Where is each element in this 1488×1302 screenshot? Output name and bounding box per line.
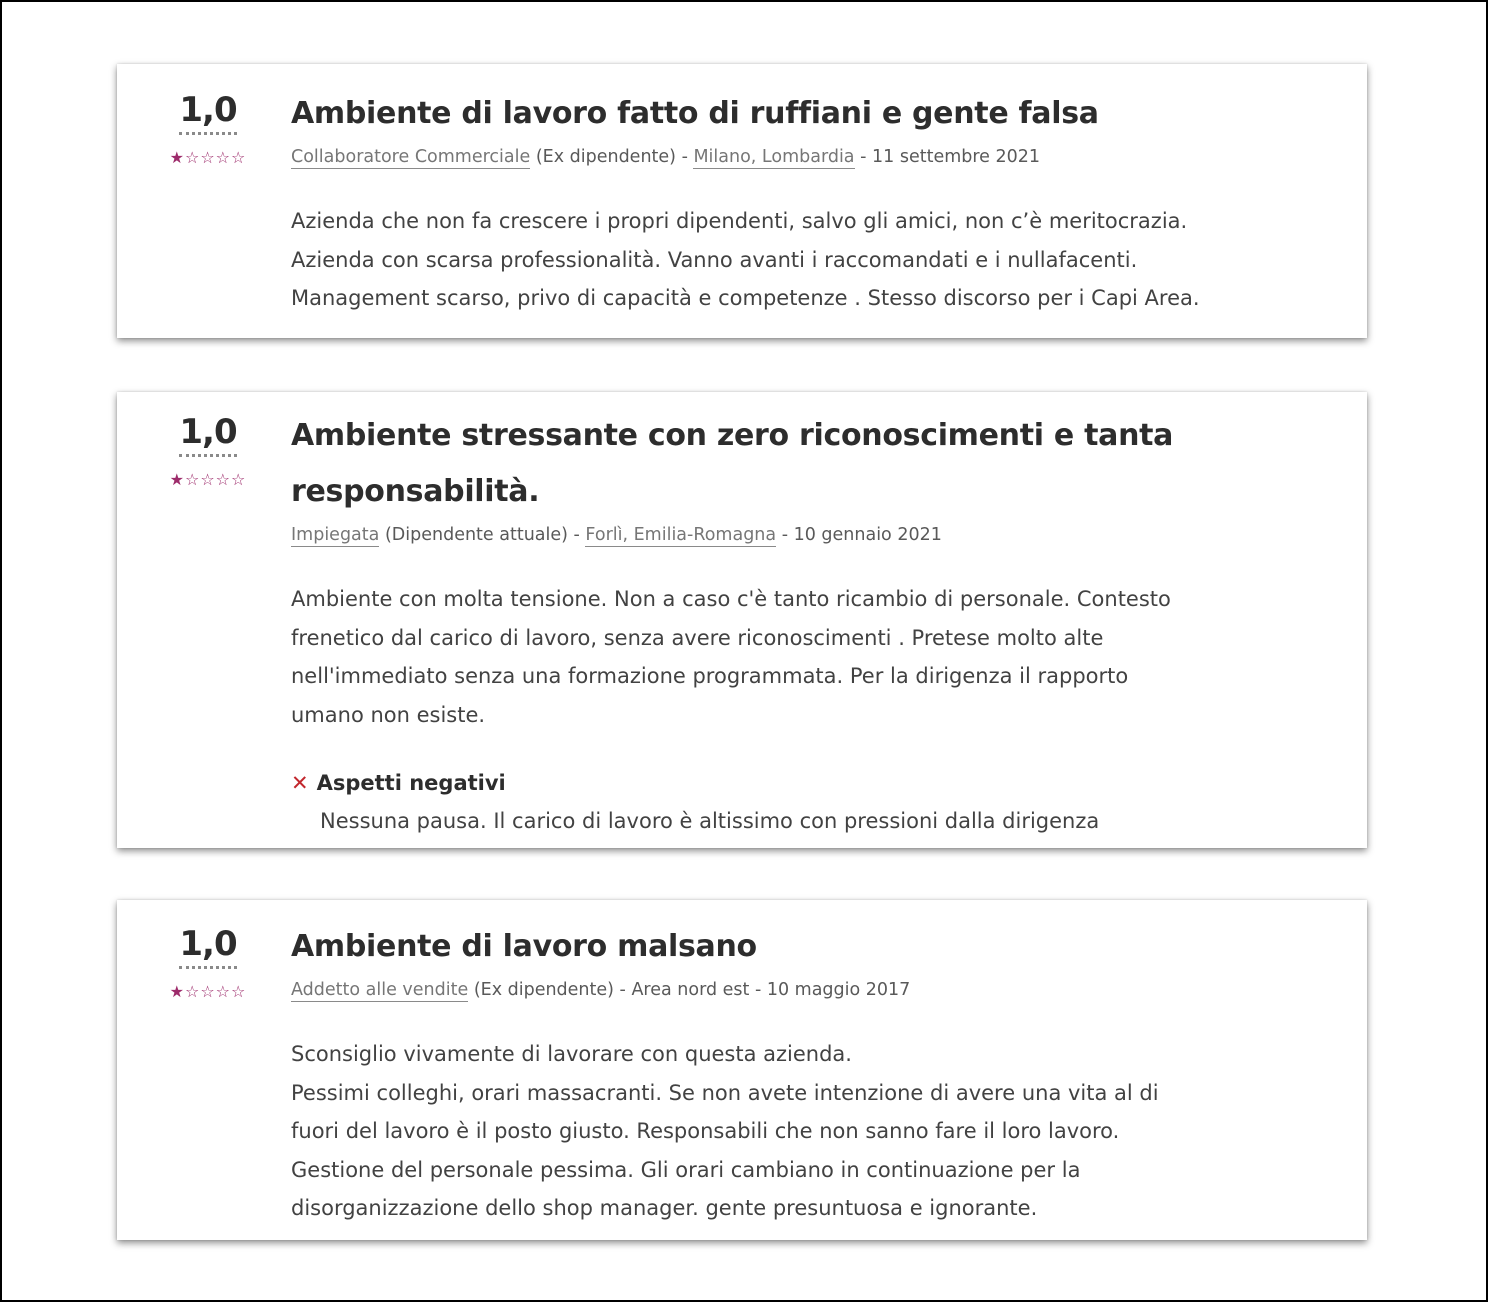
- job-title-link[interactable]: Collaboratore Commerciale: [291, 147, 531, 167]
- review-title[interactable]: Ambiente di lavoro fatto di ruffiani e gente falsa: [291, 96, 1099, 131]
- cons-section: [291, 764, 1327, 840]
- star-rating: [153, 149, 263, 167]
- separator: -: [749, 980, 767, 1000]
- star-outline-icon: ☆: [215, 470, 232, 489]
- employee-status: (Dipendente attuale): [384, 525, 568, 545]
- star-outline-icon: ☆: [215, 982, 232, 1001]
- star-outline-icon: ☆: [184, 470, 201, 489]
- separator: -: [676, 147, 694, 167]
- review-text-line: Azienda che non fa crescere i propri dipendenti, salvo gli amici, non c’è meritocrazia.: [291, 209, 1188, 233]
- separator: -: [567, 525, 586, 545]
- review-text-line: Management scarso, privo di capacità e competenze . Stesso discorso per i Capi Area.: [291, 286, 1200, 310]
- review-title[interactable]: Ambiente stressante con zero riconoscimenti e tanta responsabilità.: [291, 418, 1174, 509]
- review-text: [291, 1035, 1327, 1228]
- employee-status: (Ex dipendente): [473, 980, 614, 1000]
- review-date: 10 gennaio 2021: [793, 525, 942, 545]
- rating-value[interactable]: 1,0: [179, 90, 236, 135]
- job-title-link[interactable]: Impiegata: [291, 525, 380, 545]
- review-meta: [291, 522, 1327, 548]
- review-text-line: disorganizzazione dello shop manager. gente presuntuosa e ignorante.: [291, 1196, 1038, 1220]
- review-meta: [291, 977, 1327, 1003]
- review-text-line: Azienda con scarsa professionalità. Vanno avanti i raccomandati e i nullafacenti.: [291, 247, 1138, 272]
- star-outline-icon: ☆: [184, 982, 201, 1001]
- review-text-line: Ambiente con molta tensione. Non a caso c'è tanto ricambio di personale. Contesto: [291, 587, 1171, 611]
- star-filled-icon: ★: [169, 982, 185, 1001]
- rating-block: [153, 90, 263, 167]
- star-outline-icon: ☆: [215, 148, 232, 167]
- star-outline-icon: ☆: [200, 982, 216, 1001]
- review-date: 10 maggio 2017: [766, 980, 911, 1000]
- star-outline-icon: ☆: [200, 148, 216, 167]
- star-rating: [153, 983, 263, 1001]
- star-filled-icon: ★: [169, 470, 185, 489]
- review-content: [291, 86, 1327, 318]
- rating-block: [153, 924, 263, 1001]
- review-text-line: fuori del lavoro è il posto giusto. Responsabili che non sanno fare il loro lavoro.: [291, 1119, 1120, 1143]
- location-link[interactable]: Milano, Lombardia: [693, 147, 855, 167]
- cons-text: Nessuna pausa. Il carico di lavoro è altissimo con pressioni dalla dirigenza: [320, 809, 1100, 833]
- review-card: [117, 900, 1367, 1240]
- review-text-line: Sconsiglio vivamente di lavorare con questa azienda.: [291, 1042, 852, 1066]
- review-meta: [291, 144, 1327, 170]
- review-date: 11 settembre 2021: [872, 147, 1041, 167]
- review-text-line: umano non esiste.: [291, 702, 486, 727]
- close-icon: ✕: [291, 771, 309, 795]
- star-rating: [153, 471, 263, 489]
- employee-status: (Ex dipendente): [535, 147, 676, 167]
- review-content: [291, 919, 1327, 1228]
- review-text: [291, 580, 1327, 734]
- star-outline-icon: ☆: [231, 982, 247, 1001]
- star-outline-icon: ☆: [231, 148, 247, 167]
- review-text-line: Gestione del personale pessima. Gli orari cambiano in continuazione per la: [291, 1157, 1081, 1182]
- cons-heading: [291, 764, 1327, 802]
- review-content: [291, 408, 1327, 840]
- review-card: [117, 392, 1367, 848]
- location-link[interactable]: Forlì, Emilia-Romagna: [585, 525, 777, 545]
- star-filled-icon: ★: [169, 148, 185, 167]
- review-text: [291, 202, 1327, 318]
- job-title-link[interactable]: Addetto alle vendite: [291, 980, 469, 1000]
- separator: -: [776, 525, 794, 545]
- review-text-line: frenetico dal carico di lavoro, senza avere riconoscimenti . Pretese molto alte: [291, 625, 1104, 650]
- star-outline-icon: ☆: [184, 148, 201, 167]
- rating-value[interactable]: 1,0: [179, 924, 236, 969]
- review-card: [117, 64, 1367, 338]
- review-text-line: nell'immediato senza una formazione programmata. Per la dirigenza il rapporto: [291, 664, 1129, 688]
- separator: -: [854, 147, 872, 167]
- rating-value[interactable]: 1,0: [179, 412, 236, 457]
- star-outline-icon: ☆: [231, 470, 247, 489]
- cons-label: Aspetti negativi: [316, 771, 506, 795]
- location-text: Area nord est: [631, 980, 750, 1000]
- star-outline-icon: ☆: [200, 470, 216, 489]
- rating-block: [153, 412, 263, 489]
- separator: -: [613, 980, 632, 1000]
- review-text-line: Pessimi colleghi, orari massacranti. Se non avete intenzione di avere una vita al di: [291, 1080, 1159, 1105]
- review-title[interactable]: Ambiente di lavoro malsano: [291, 929, 757, 964]
